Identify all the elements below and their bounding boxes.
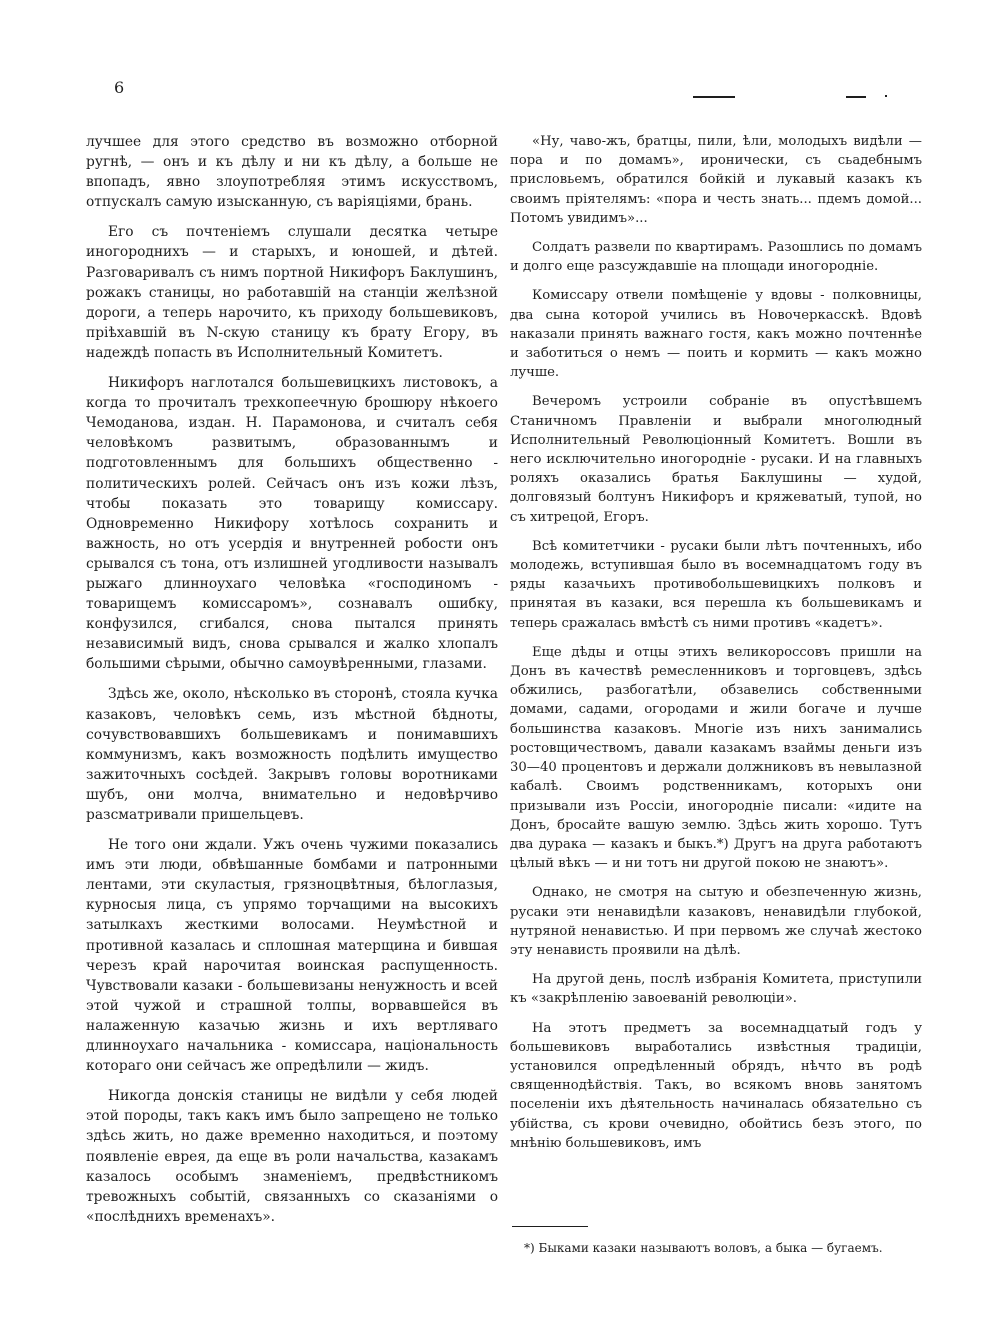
right-column: [510, 132, 922, 1163]
paragraph: Комиссару отвели помѣщеніе у вдовы - полковницы, два сына которой учились въ Новочеркасскѣ. Вдовѣ наказали принять важнаго гостя, какъ можно почтеннѣе и заботиться о немъ — поить и кормить — какъ можно лучше.: [510, 288, 922, 381]
paragraph: На этотъ предметъ за восемнадцатый годъ у большевиковъ выработались извѣстныя традиціи, установился опредѣленный обрядъ, нѣчто въ родѣ священнодѣйствія. Такъ, во всякомъ вновь занятомъ поселеніи ихъ дѣятельность начиналась обязательно съ убійства, съ крови очевидно, обойтись безъ этого, по мнѣнію большевиковъ, имъ: [510, 1020, 922, 1151]
header-dash-right: [846, 96, 866, 98]
left-column: [86, 132, 498, 1237]
paragraph: Солдатъ развели по квартирамъ. Разошлись по домамъ и долго еще разсуждавшіе на площади иногородніе.: [510, 240, 922, 275]
paragraph: На другой день, послѣ избранія Комитета, приступили къ «закрѣпленію завоеваній революціи».: [510, 972, 922, 1007]
header-dash-left: [693, 96, 735, 98]
paragraph: «Ну, чаво-жъ, братцы, пили, ѣли, молодыхъ видѣли — пора и по домамъ», иронически, съ сьадебнымъ присловьемъ, обратился бойкій и лукавый казакъ къ своимъ пріятелямъ: «пора и честь знать... пдемъ домой... Потомъ увидимъ»...: [510, 134, 922, 226]
paragraph: лучшее для этого средство въ возможно отборной ругнѣ, — онъ и къ дѣлу и ни къ дѣлу, а больше не впопадъ, явно злоупотребляя этимъ искусствомъ, отпускалъ самую изысканную, съ варіяціями, брань.: [86, 134, 498, 211]
footnote-rule: [512, 1226, 588, 1227]
paragraph: Вечеромъ устроили собраніе въ опустѣвшемъ Станичномъ Правленіи и выбрали многолюдный Исполнительный Революціонный Комитетъ. Вошли въ него исключительно иногородніе - русаки. И на главныхъ роляхъ оказались братья Баклушины — худой, долговязый болтунъ Никифоръ и кряжеватый, тупой, но съ хитрецой, Егоръ.: [510, 394, 922, 525]
paragraph: Не того они ждали. Ужъ очень чужими показались имъ эти люди, обвѣшанные бомбами и патронными лентами, эти скуластыя, грязноцвѣтныя, бѣлоглазыя, курносыя лица, съ упрямо торчащими на высокихъ затылкахъ жесткими волосами. Неумѣстной и противной казалась и сплошная матерщина и бившая черезъ край нарочитая воинская распущенность. Чувствовали казаки - большевизаны ненужность и всей этой чужой и страшной толпы, ворвавшейся въ налаженную казачью жизнь и ихъ вертляваго длинноухаго начальника - комиссара, національность котораго они сейчасъ же опредѣлили — жидъ.: [86, 837, 498, 1075]
paragraph: Однако, не смотря на сытую и обезпеченную жизнь, русаки эти ненавидѣли казаковъ, ненавидѣли глубокой, нутряной ненавистью. И при первомъ же случаѣ жестоко эту ненависть проявили на дѣлѣ.: [510, 885, 922, 958]
page-number: 6: [114, 78, 125, 97]
paragraph: Здѣсь же, около, нѣсколько въ сторонѣ, стояла кучка казаковъ, человѣкъ семь, изъ мѣстной бѣдноты, сочувствовавшихъ большевикамъ и понимавшихъ коммунизмъ, какъ возможность подѣлить имущество зажиточныхъ сосѣдей. Закрывъ головы воротниками шубъ, они молча, внимательно и недовѣрчиво разсматривали пришельцевъ.: [86, 686, 498, 823]
paragraph: Никогда донскія станицы не видѣли у себя людей этой породы, такъ какъ имъ было запрещено не только здѣсь жить, но даже временно находиться, и поэтому появленіе еврея, да еще въ роли начальства, казакамъ казалось особымъ знаменіемъ, предвѣстникомъ тревожныхъ событій, связанныхъ со сказаніями о «послѣднихъ временахъ».: [86, 1088, 498, 1225]
header-dot: [885, 95, 887, 97]
paragraph: Никифоръ наглотался большевицкихъ листовокъ, а когда то прочиталъ трехкопеечную брошюру нѣкоего Чемоданова, издан. Н. Парамонова, и считалъ себя человѣкомъ развитымъ, образованнымъ и подготовленнымъ для большихъ общественно - политическихъ ролей. Сейчасъ онъ изъ кожи лѣзъ, чтобы показать это товарищу комиссару. Одновременно Никифору хотѣлось сохранить и важность, но отъ усердія и внутренней робости онъ срывался съ тона, отъ излишней угодливости называлъ рыжаго длинноухаго человѣка «господиномъ - товарищемъ комиссаромъ», сознавалъ ошибку, конфузился, сгибался, снова пытался принять независимый видъ, снова срывался и жалко хлопалъ большими сѣрыми, обычно самоувѣренными, глазами.: [86, 375, 498, 673]
paragraph: Всѣ комитетчики - русаки были лѣтъ почтенныхъ, ибо молодежь, вступившая было въ восемнадцатомъ году въ ряды казачьихъ противобольшевицкихъ полковъ и принятая въ казаки, вся перешла къ большевикамъ и теперь сражалась вмѣстѣ съ ними противъ «кадетъ».: [510, 538, 922, 631]
paragraph: Еще дѣды и отцы этихъ великороссовъ пришли на Донъ въ качествѣ ремесленниковъ и торговцевъ, здѣсь обжились, разбогатѣли, обзавелись собственными домами, садами, огородами и жили богаче и лучше большинства казаковъ. Многіе изъ нихъ занимались ростовщичествомъ, давали казакамъ взаймы деньги изъ 30—40 процентовъ и держали должниковъ въ невылазной кабалѣ. Своимъ родственникамъ, которыхъ они призывали изъ Россіи, иногородніе писали: «идите на Донъ, бросайте вашую землю. Здѣсь жить хорошо. Тутъ два дурака — казакъ и быкъ.*) Другъ на друга работаютъ цѣлый вѣкъ — и ни тотъ ни другой покою не знаютъ».: [510, 644, 922, 872]
paragraph: Его съ почтеніемъ слушали десятка четыре иногороднихъ — и старыхъ, и юношей, и дѣтей. Разговаривалъ съ нимъ портной Никифоръ Баклушинъ, рожакъ станицы, но работавшій на станціи желѣзной дороги, а теперь нарочито, къ приходу большевиковъ, пріѣхавшій въ N-скую станицу къ брату Егору, въ надеждѣ попасть въ Исполнительный Комитетъ.: [86, 224, 498, 361]
footnote: *) Быками казаки называютъ воловъ, а быка — бугаемъ.: [524, 1241, 883, 1255]
